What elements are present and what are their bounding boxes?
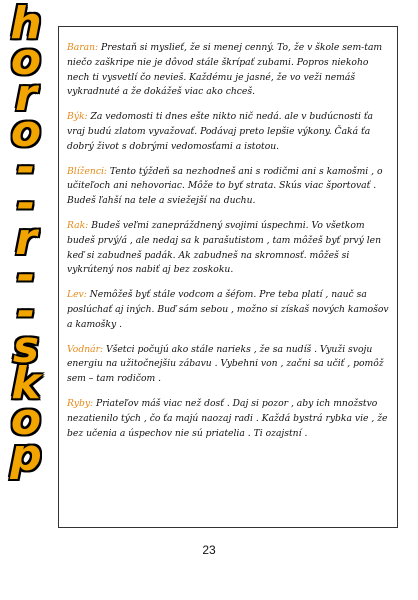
sign-name: Býk: [67, 111, 88, 123]
sign-name: Vodnár: [67, 343, 104, 355]
horoscope-text: Prestaň si myslieť, že si menej cenný. To, že v škole sem-tam niečo zaškripe nie je dôvod stále škrípať zubami. Popros niekoho nech ti vysvetlí čo nevieš. Každému je jasné, že vo veži nemáš vykradnuté a že dokážeš viac ako chceš. [67, 42, 383, 98]
title-letter: - [16, 286, 36, 337]
horoscope-entry-byk [67, 110, 389, 154]
horoscope-entry-baran [67, 41, 389, 100]
horoscope-text: Za vedomosti ti dnes ešte nikto nič nedá. ale v budúcnosti ťa vraj budú zlatom vyvažovať. Podávaj preto lepšie výkony. Čaká ťa dobrý život s dobrými vedomosťami a istotou. [67, 111, 374, 152]
title-letter: p [10, 430, 42, 481]
horoscope-text: Priateľov máš viac než dosť . Daj si pozor , aby ich množstvo nezatienilo tých , čo ťa majú naozaj radi . Každá bystrá rybka vie , že bez učenia a úspechov nie sú priatelia . Ti ozajstní . [67, 397, 388, 439]
horoscope-entry-ryby [67, 397, 389, 441]
sign-name: Blíženci: [67, 165, 108, 177]
horoscope-entry-rak [67, 219, 389, 278]
title-letter: - [16, 250, 36, 301]
title-letter: r [15, 70, 37, 121]
title-letter: h [10, 0, 42, 49]
horoscope-text: Všetci počujú ako stále narieks , že sa nudíš . Využi svoju energiu na užitočnejšiu zábavu . Vybehni von , začni sa učiť , pomôž sem – tam rodičom . [67, 343, 384, 385]
title-letter: k [11, 358, 41, 409]
horoscope-text: Budeš veľmi zanepráždnený svojimi úspechmi. Vo všetkom budeš prvý/á , ale nedaj sa k parašutistom , tam môžeš byť prvý len keď si zabudneš padák. Ak zabudneš na skromnosť. môžeš si vykrútený nos nabiť aj bez zoskoku. [67, 219, 382, 276]
horoscope-entry-blizenci [67, 165, 389, 209]
horoscope-box [58, 26, 398, 528]
title-letter: - [16, 178, 36, 229]
horoscope-text: Tento týždeň sa nezhodneš ani s rodičmi ani s kamošmi , o učiteľoch ani nehovoriac. Môže to byť strata. Skús viac športovať . Budeš ľahší na tele a sviežejší na duchu. [67, 165, 383, 207]
sign-name: Baran: [67, 42, 99, 53]
sign-name: Lev: [67, 289, 87, 301]
title-letter: o [10, 394, 42, 445]
page-number: 23 [202, 543, 216, 557]
horoscope-text: Nemôžeš byť stále vodcom a šéfom. Pre teba platí , nauč sa poslúchať aj iných. Buď sám sebou , možno si získaš nových kamošov a kamošky . [67, 289, 389, 330]
sign-name: Ryby: [67, 397, 94, 409]
title-letter: o [10, 34, 42, 85]
title-letter: o [10, 106, 42, 157]
title-letter: r [15, 214, 37, 265]
horoscope-entry-vodnar [67, 343, 389, 387]
sign-name: Rak: [67, 219, 89, 231]
title-letter: - [16, 142, 36, 193]
horoscope-entry-lev [67, 288, 389, 332]
title-letter: s [12, 322, 40, 373]
side-title [0, 0, 52, 506]
